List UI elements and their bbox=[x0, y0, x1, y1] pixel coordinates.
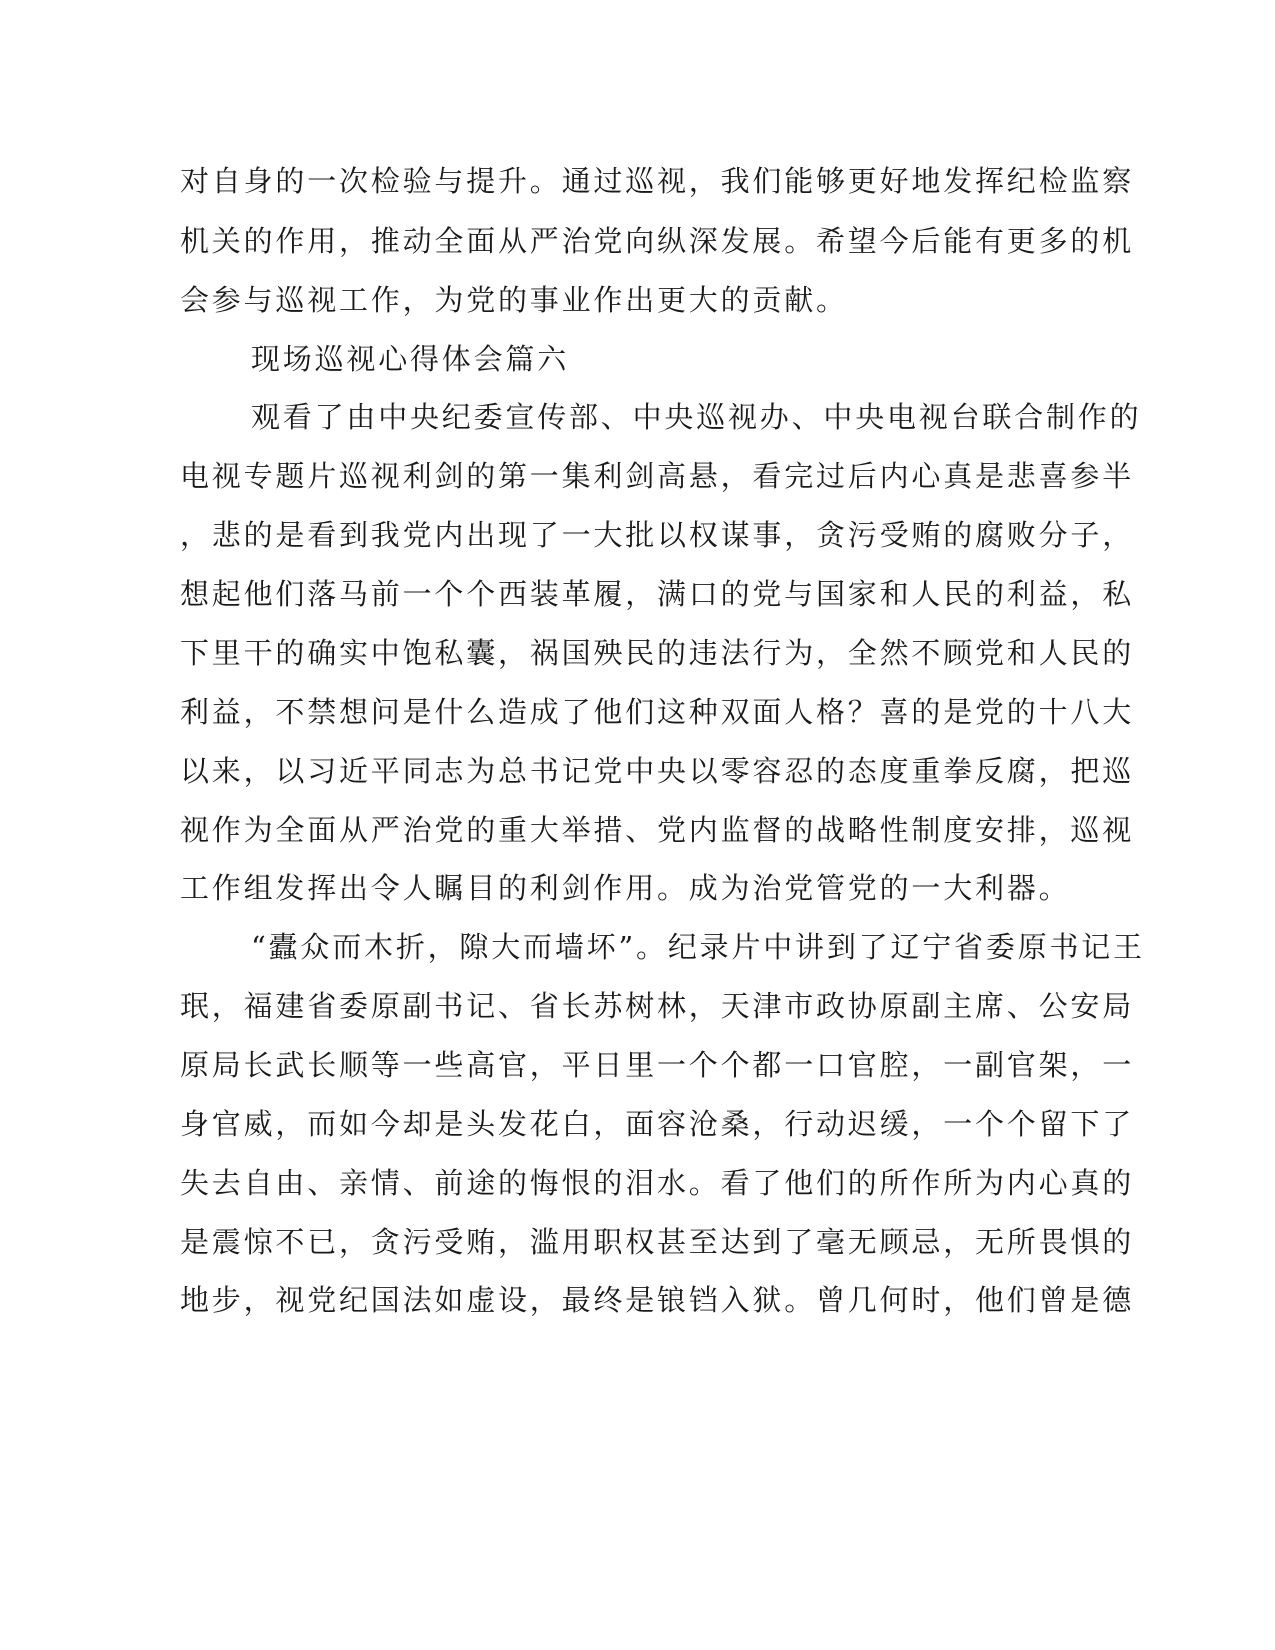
paragraph-line-7: 想起他们落马前一个个西装革履，满口的党与国家和人民的利益，私 bbox=[180, 577, 1135, 611]
section-heading: 现场巡视心得体会篇六 bbox=[251, 342, 570, 376]
paragraph-line-15: 原局长武长顺等一些高官，平日里一个个都一口官腔，一副官架，一 bbox=[180, 1048, 1135, 1082]
paragraph-line-17: 失去自由、亲情、前途的悔恨的泪水。看了他们的所作所为内心真的 bbox=[180, 1166, 1135, 1200]
paragraph-line-1: 对自身的一次检验与提升。通过巡视，我们能够更好地发挥纪检监察 bbox=[180, 164, 1135, 198]
paragraph-line-14: 珉，福建省委原副书记、省长苏树林，天津市政协原副主席、公安局 bbox=[180, 989, 1135, 1023]
paragraph-line-18: 是震惊不已，贪污受贿，滥用职权甚至达到了毫无顾忌，无所畏惧的 bbox=[180, 1225, 1135, 1259]
paragraph-line-5: 电视专题片巡视利剑的第一集利剑高悬，看完过后内心真是悲喜参半 bbox=[180, 459, 1135, 493]
paragraph-line-16: 身官威，而如今却是头发花白，面容沧桑，行动迟缓，一个个留下了 bbox=[180, 1107, 1135, 1141]
paragraph-line-9: 利益，不禁想问是什么造成了他们这种双面人格？喜的是党的十八大 bbox=[180, 695, 1135, 729]
paragraph-line-12: 工作组发挥出令人瞩目的利剑作用。成为治党管党的一大利器。 bbox=[180, 871, 1071, 905]
paragraph-line-13: “蠹众而木折，隙大而墙坏”。纪录片中讲到了辽宁省委原书记王 bbox=[251, 930, 1145, 964]
paragraph-line-4: 观看了由中央纪委宣传部、中央巡视办、中央电视台联合制作的 bbox=[251, 400, 1142, 434]
paragraph-line-11: 视作为全面从严治党的重大举措、党内监督的战略性制度安排，巡视 bbox=[180, 813, 1135, 847]
paragraph-line-19: 地步，视党纪国法如虚设，最终是锒铛入狱。曾几何时，他们曾是德 bbox=[180, 1283, 1135, 1317]
paragraph-line-10: 以来，以习近平同志为总书记党中央以零容忍的态度重拳反腐，把巡 bbox=[180, 754, 1135, 788]
paragraph-line-2: 机关的作用，推动全面从严治党向纵深发展。希望今后能有更多的机 bbox=[180, 224, 1135, 258]
paragraph-line-6: ，悲的是看到我党内出现了一大批以权谋事，贪污受贿的腐败分子， bbox=[180, 518, 1135, 552]
paragraph-line-3: 会参与巡视工作，为党的事业作出更大的贡献。 bbox=[180, 283, 848, 317]
paragraph-line-8: 下里干的确实中饱私囊，祸国殃民的违法行为，全然不顾党和人民的 bbox=[180, 636, 1135, 670]
